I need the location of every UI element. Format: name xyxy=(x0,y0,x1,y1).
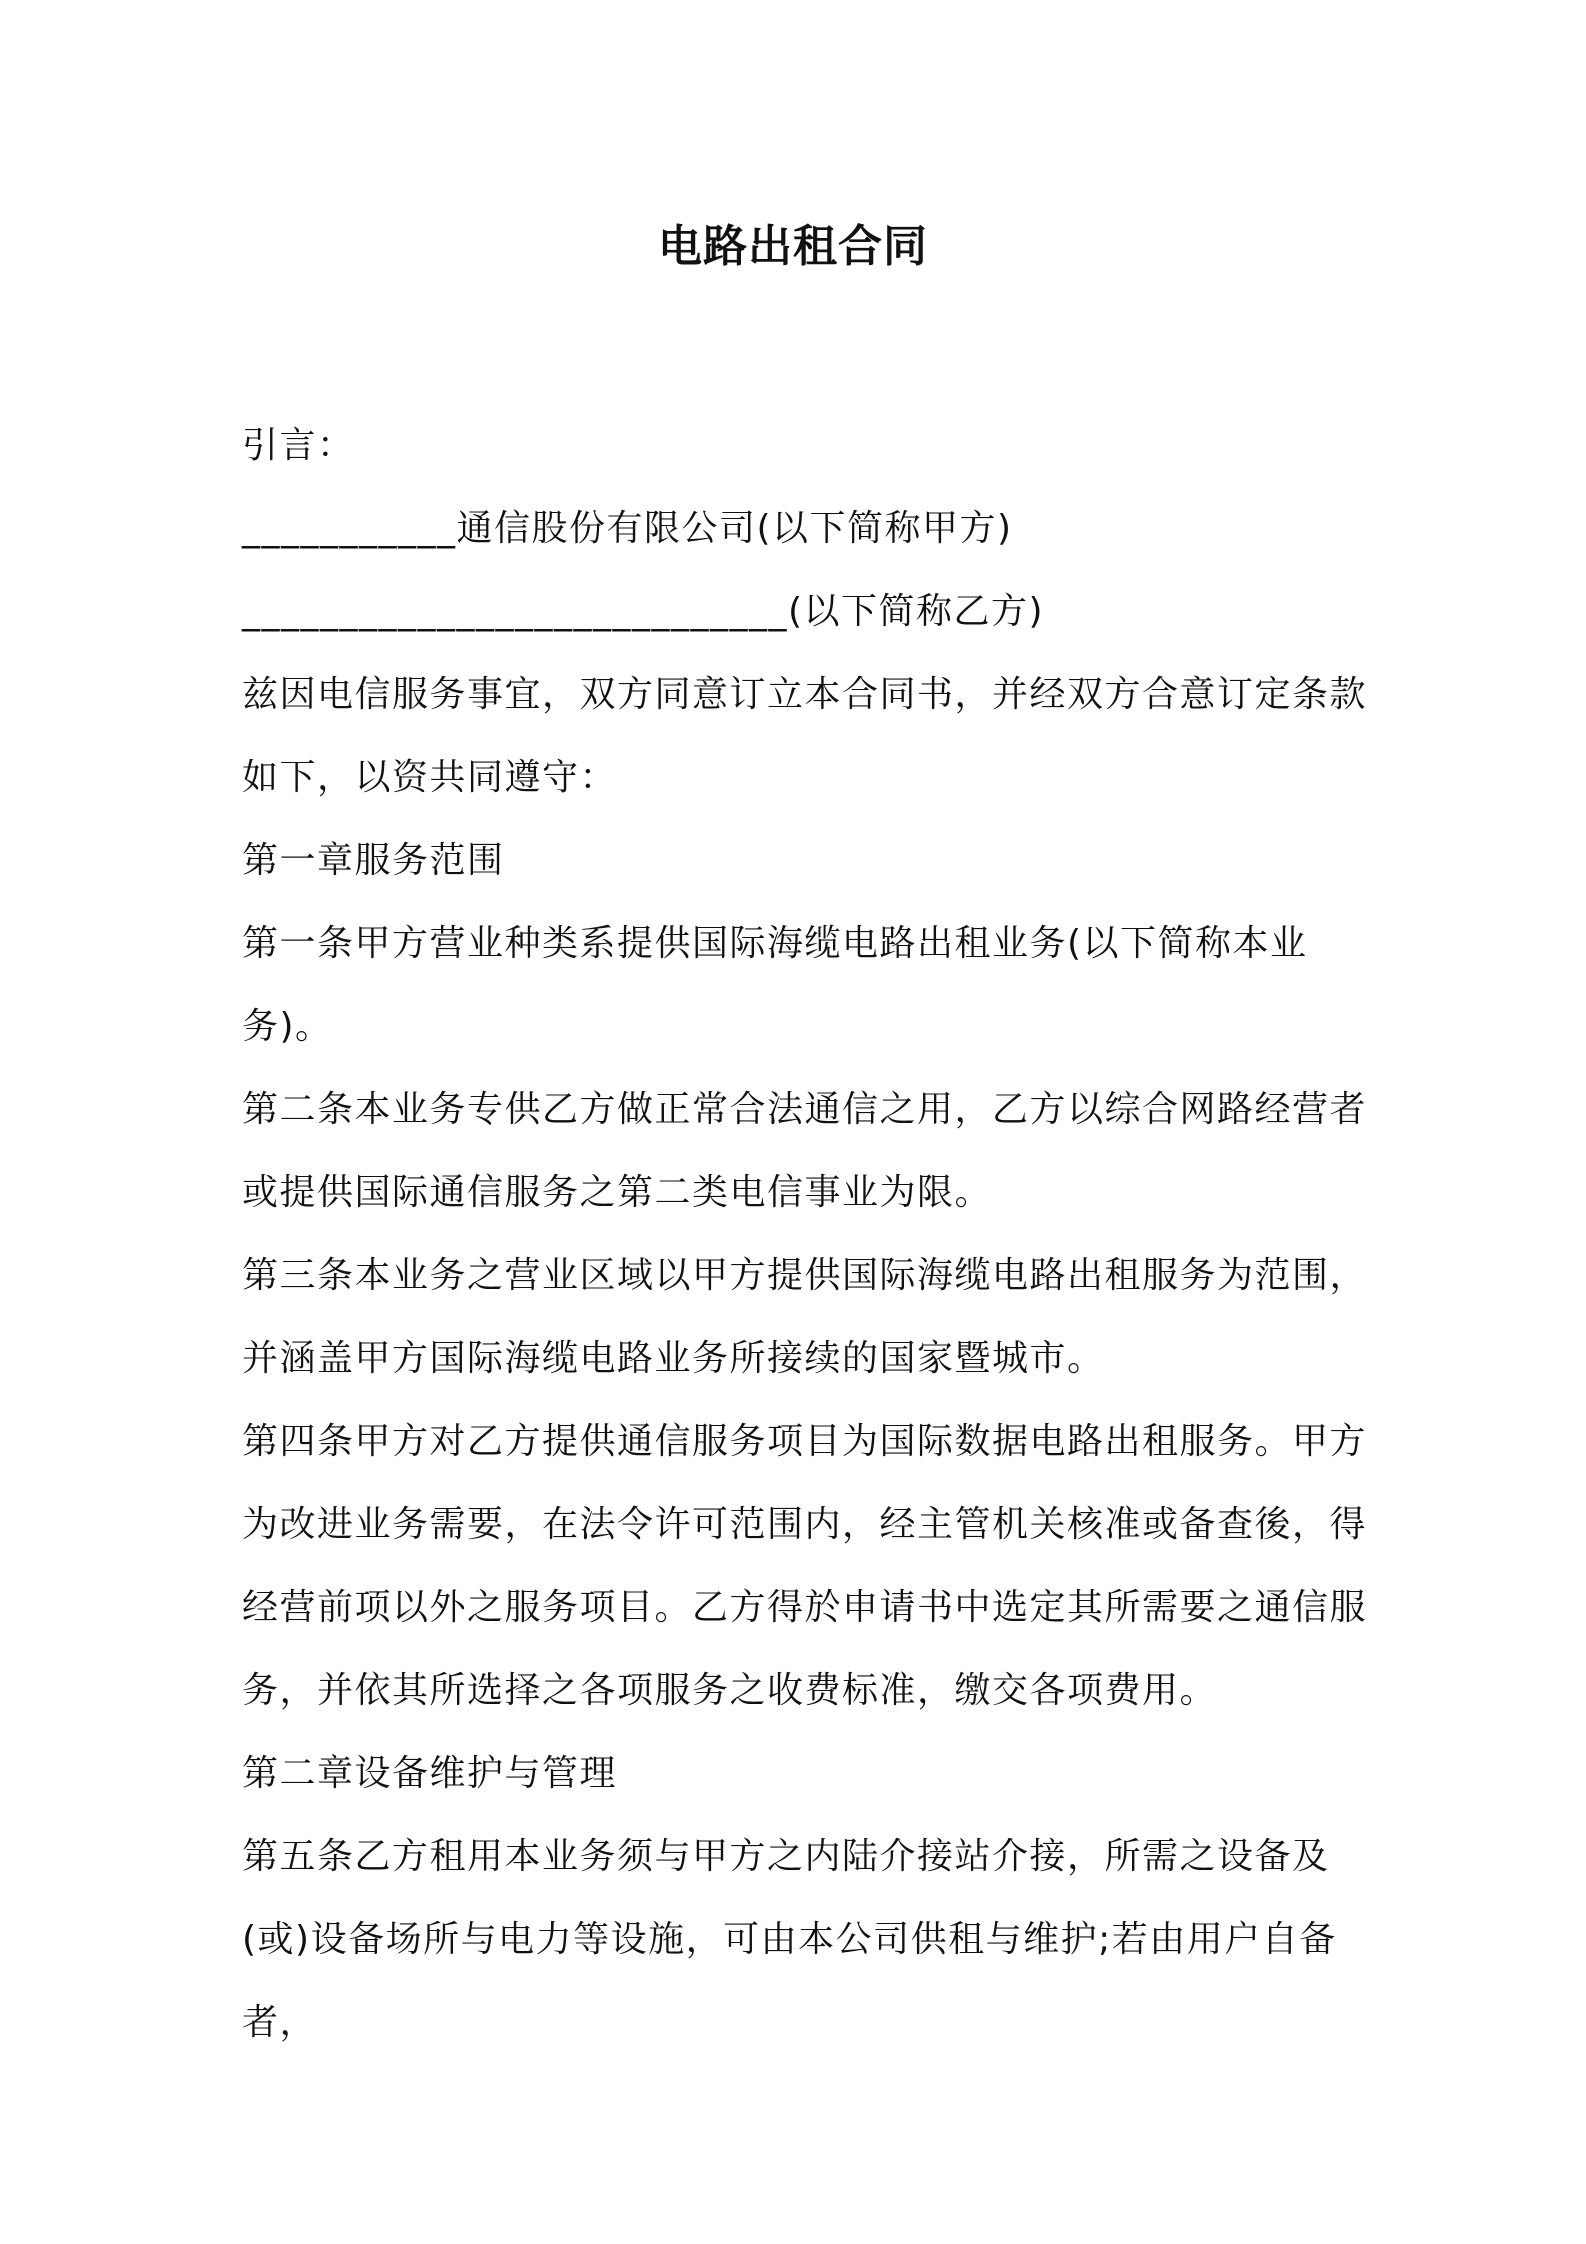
intro-label: 引言： xyxy=(242,425,355,466)
party-b-line: ____________________________(以下简称乙方) xyxy=(242,591,1045,632)
preamble-paragraph: 兹因电信服务事宜，双方同意订立本合同书，并经双方合意订定条款如下，以资共同遵守： xyxy=(242,674,1368,798)
chapter-2-heading: 第二章设备维护与管理 xyxy=(242,1753,618,1794)
article-3-paragraph: 第三条本业务之营业区域以甲方提供国际海缆电路出租服务为范围，并涵盖甲方国际海缆电路业务所接续的国家暨城市。 xyxy=(242,1255,1368,1379)
document-body xyxy=(242,404,1382,2064)
document-title: 电路出租合同 xyxy=(658,221,928,272)
article-2-paragraph: 第二条本业务专供乙方做正常合法通信之用，乙方以综合网路经营者或提供国际通信服务之第二类电信事业为限。 xyxy=(242,1089,1368,1213)
article-4-paragraph: 第四条甲方对乙方提供通信服务项目为国际数据电路出租服务。甲方为改进业务需要，在法令许可范围内，经主管机关核准或备查後，得经营前项以外之服务项目。乙方得於申请书中选定其所需要之通信服务，并依其所选择之各项服务之收费标准，缴交各项费用。 xyxy=(242,1421,1368,1711)
party-a-line: ___________通信股份有限公司(以下简称甲方) xyxy=(242,508,1013,549)
article-5-paragraph: 第五条乙方租用本业务须与甲方之内陆介接站介接，所需之设备及(或)设备场所与电力等设施，可由本公司供租与维护;若由用户自备者， xyxy=(242,1836,1337,2043)
article-1-paragraph: 第一条甲方营业种类系提供国际海缆电路出租业务(以下简称本业务)。 xyxy=(242,923,1308,1047)
chapter-1-heading: 第一章服务范围 xyxy=(242,840,505,881)
